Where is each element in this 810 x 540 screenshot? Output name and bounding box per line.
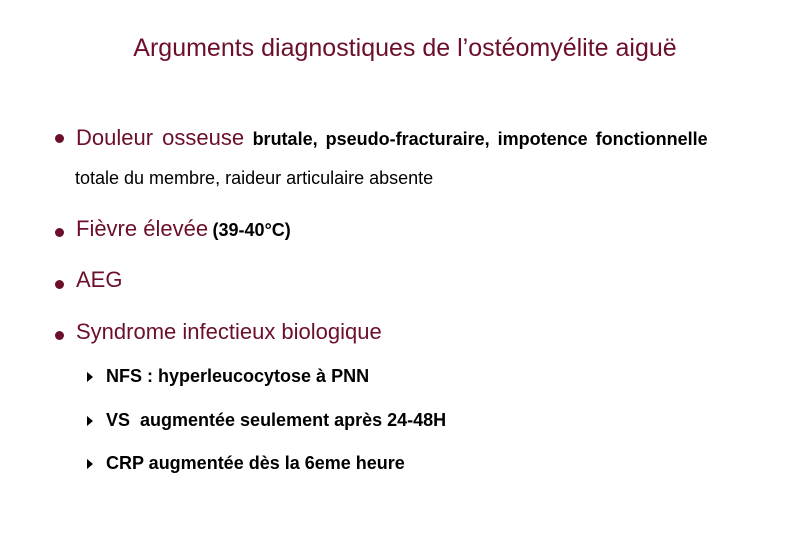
bullet-syndrome: Syndrome infectieux biologique bbox=[76, 319, 382, 344]
subitem-nfs: NFS : hyperleucocytose à PNN bbox=[106, 366, 370, 386]
bullet-dot bbox=[55, 228, 64, 237]
bullet-continuation: totale du membre, raideur articulaire absente bbox=[75, 168, 434, 188]
bullet-dot bbox=[55, 280, 64, 289]
bullet-fievre bbox=[76, 216, 291, 242]
subitem-crp: CRP augmentée dès la 6eme heure bbox=[106, 453, 405, 473]
slide-title: Arguments diagnostiques de l’ostéomyélite aiguë bbox=[133, 34, 677, 62]
arrow-bullet-icon bbox=[87, 459, 93, 469]
bullet-emphasis: Fièvre élevée bbox=[76, 216, 209, 241]
bullet-emphasis: Douleur osseuse bbox=[76, 125, 245, 150]
bullet-detail: (39-40°C) bbox=[212, 220, 291, 240]
bullet-dot bbox=[55, 331, 64, 340]
arrow-bullet-icon bbox=[87, 372, 93, 382]
subitem-vs: VS augmentée seulement après 24-48H bbox=[106, 410, 447, 430]
bullet-douleur bbox=[76, 125, 708, 151]
arrow-bullet-icon bbox=[87, 416, 93, 426]
bullet-aeg: AEG bbox=[76, 267, 123, 292]
bullet-dot bbox=[55, 134, 64, 143]
bullet-detail: brutale, pseudo-fracturaire, impotence fonctionnelle bbox=[252, 129, 708, 149]
